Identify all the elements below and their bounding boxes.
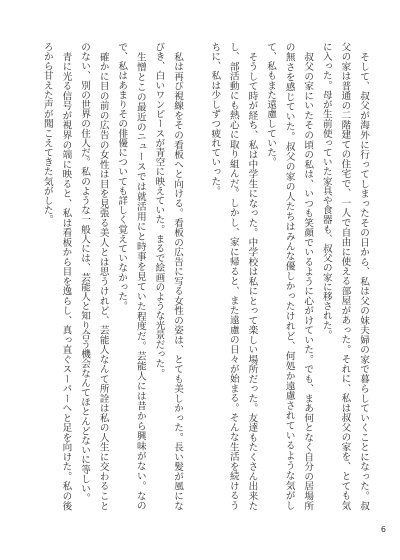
paragraph: 叔父の家にいたその頃の私は、いつも笑顔でいるように心がけていた。でも、まあ何となく自分の居場所の無さを感じていた。叔父の家の人たちはみんな優しかったけれど、何処か遠慮されているような気がして、私もまた遠慮していた。	[265, 42, 314, 510]
text-column-right	[209, 42, 372, 510]
page-number: 6	[380, 525, 386, 534]
text-column-left	[28, 42, 186, 510]
paragraph: そして、叔父が海外に行ってしまったその日から、私は父の妹夫婦の家で暮らしていくことになった。叔父の家は普通の二階建ての住宅で、一人で自由に使える部屋があった。それに、私は叔父の家を、とても気に入った。母が生前使っていた家具や食器も、叔父の家に移された。	[320, 42, 369, 510]
paragraph: そうして時が経ち、私は中学生になった。中学校は私にとって楽しい場所だった。友達もたくさん出来たし、部活動にも熱心に取り組んだ。しかし、家に帰ると、また遠慮の日々が始まる。そんな生活を続けるうちに、私は少しずつ疲れていった。	[209, 42, 258, 510]
paragraph: 青に光る信号が視界の端に映ると、私は看板から目を逸らし、真っ直ぐスーパーへと足を向けた。私の後ろから甘えた声が聞こえてきた気がした。	[41, 42, 72, 510]
paragraph: 確かに目の前の広告の女性は目を見張る美人とは思うけれど、芸能人なんて所詮は私の人生に交わることのない、別の世界の住人だ。私のような一般人には、芸能人と知り合う機会なんてほとんどないに等しい。	[79, 42, 109, 510]
paragraph: 私は再び視線をその看板へと向ける。看板の広告に写る女性の姿は、とても美しかった。長い髪が風になびき、白いワンピースが青空に映えていた。まるで絵画のような光景だった。	[153, 42, 183, 510]
paragraph: 生憎とこの最近のニュースでは就活用にと時事を見ていた程度だ。芸能人には昔から興味がない。なので、私はあまりその俳優についても詳しく覚えていなかった。	[116, 42, 146, 510]
